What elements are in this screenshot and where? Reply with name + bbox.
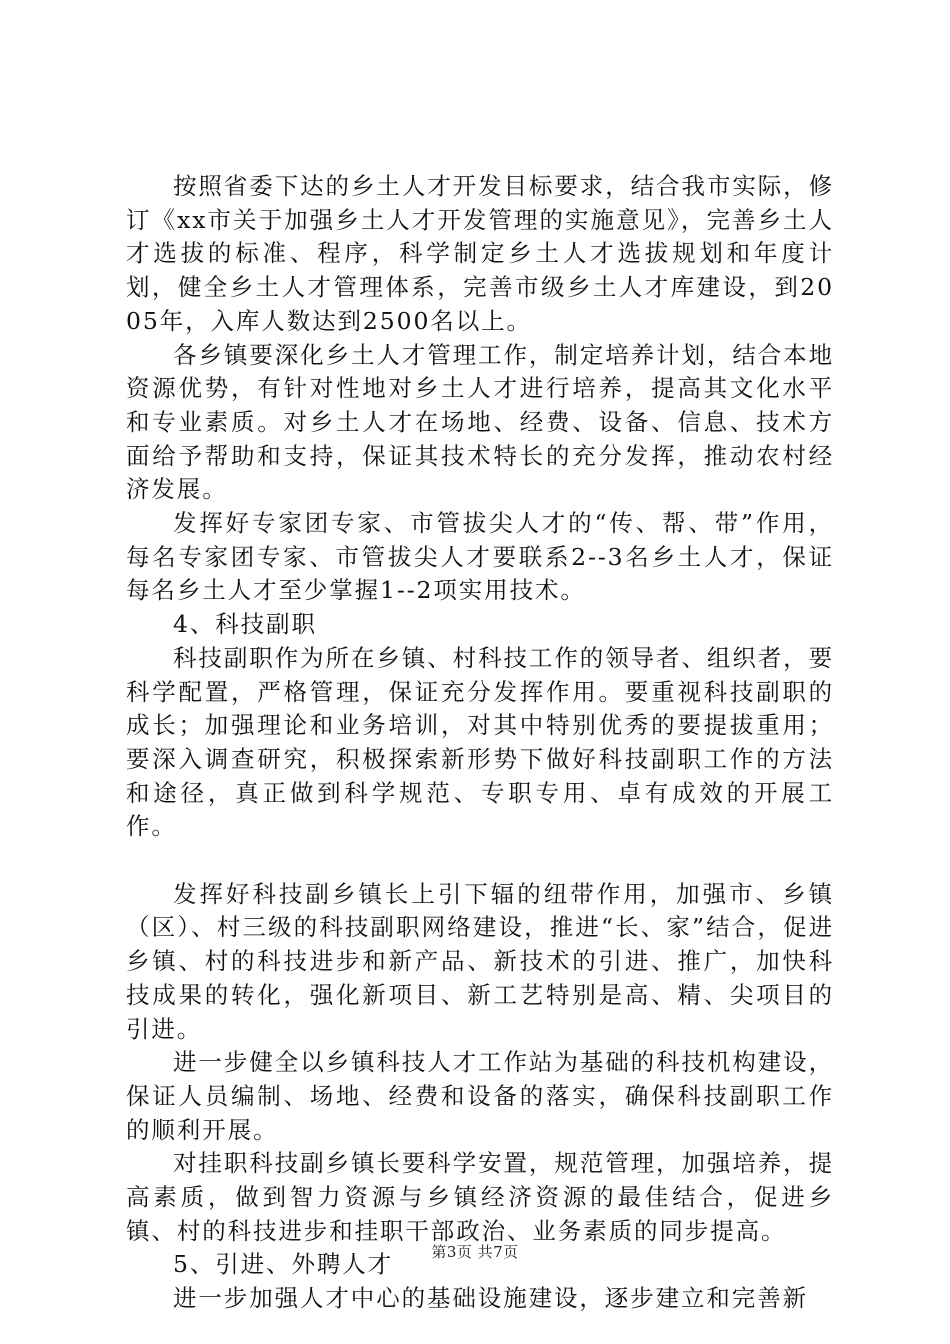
section-heading-tech-deputy: 4、科技副职	[173, 610, 317, 639]
paragraph-spacer	[126, 844, 834, 878]
paragraph-talent-center: 进一步加强人才中心的基础设施建设，逐步建立和完善新	[173, 1284, 808, 1313]
page-number-footer: 第3页 共7页	[431, 1243, 519, 1261]
paragraph-tech-deputy-role: 科技副职作为所在乡镇、村科技工作的领导者、组织者，要科学配置，严格管理，保证充分发挥作用。要重视科技副职的成长；加强理论和业务培训，对其中特别优秀的要提拔重用；要深入调查研究，积极探索新形势下做好科技副职工作的方法和途径，真正做到科学规范、专职专用、卓有成效的开展工作。	[126, 643, 834, 841]
paragraph-township-management: 各乡镇要深化乡土人才管理工作，制定培养计划，结合本地资源优势，有针对性地对乡土人才进行培养，提高其文化水平和专业素质。对乡土人才在场地、经费、设备、信息、技术方面给予帮助和支持，保证其技术特长的充分发挥，推动农村经济发展。	[126, 340, 834, 504]
paragraph-expert-mentoring: 发挥好专家团专家、市管拔尖人才的“传、帮、带”作用，每名专家团专家、市管拔尖人才要联系2--3名乡土人才，保证每名乡土人才至少掌握1--2项实用技术。	[126, 509, 834, 605]
document-body	[126, 170, 834, 1316]
paragraph-tech-station: 进一步健全以乡镇科技人才工作站为基础的科技机构建设，保证人员编制、场地、经费和设备的落实，确保科技副职工作的顺利开展。	[126, 1048, 834, 1144]
section-heading-external-talent: 5、引进、外聘人才	[173, 1250, 394, 1279]
paragraph-deputy-placement: 对挂职科技副乡镇长要科学安置，规范管理，加强培养，提高素质，做到智力资源与乡镇经济资源的最佳结合，促进乡镇、村的科技进步和挂职干部政治、业务素质的同步提高。	[126, 1149, 834, 1245]
paragraph-tech-deputy-network: 发挥好科技副乡镇长上引下辐的纽带作用，加强市、乡镇（区）、村三级的科技副职网络建设，推进“长、家”结合，促进乡镇、村的科技进步和新产品、新技术的引进、推广，加快科技成果的转化，强化新项目、新工艺特别是高、精、尖项目的引进。	[126, 879, 834, 1043]
paragraph-talent-development-goals: 按照省委下达的乡土人才开发目标要求，结合我市实际，修订《xx市关于加强乡土人才开发管理的实施意见》，完善乡土人才选拔的标准、程序，科学制定乡土人才选拔规划和年度计划，健全乡土人才管理体系，完善市级乡土人才库建设，到2005年，入库人数达到2500名以上。	[126, 172, 834, 335]
